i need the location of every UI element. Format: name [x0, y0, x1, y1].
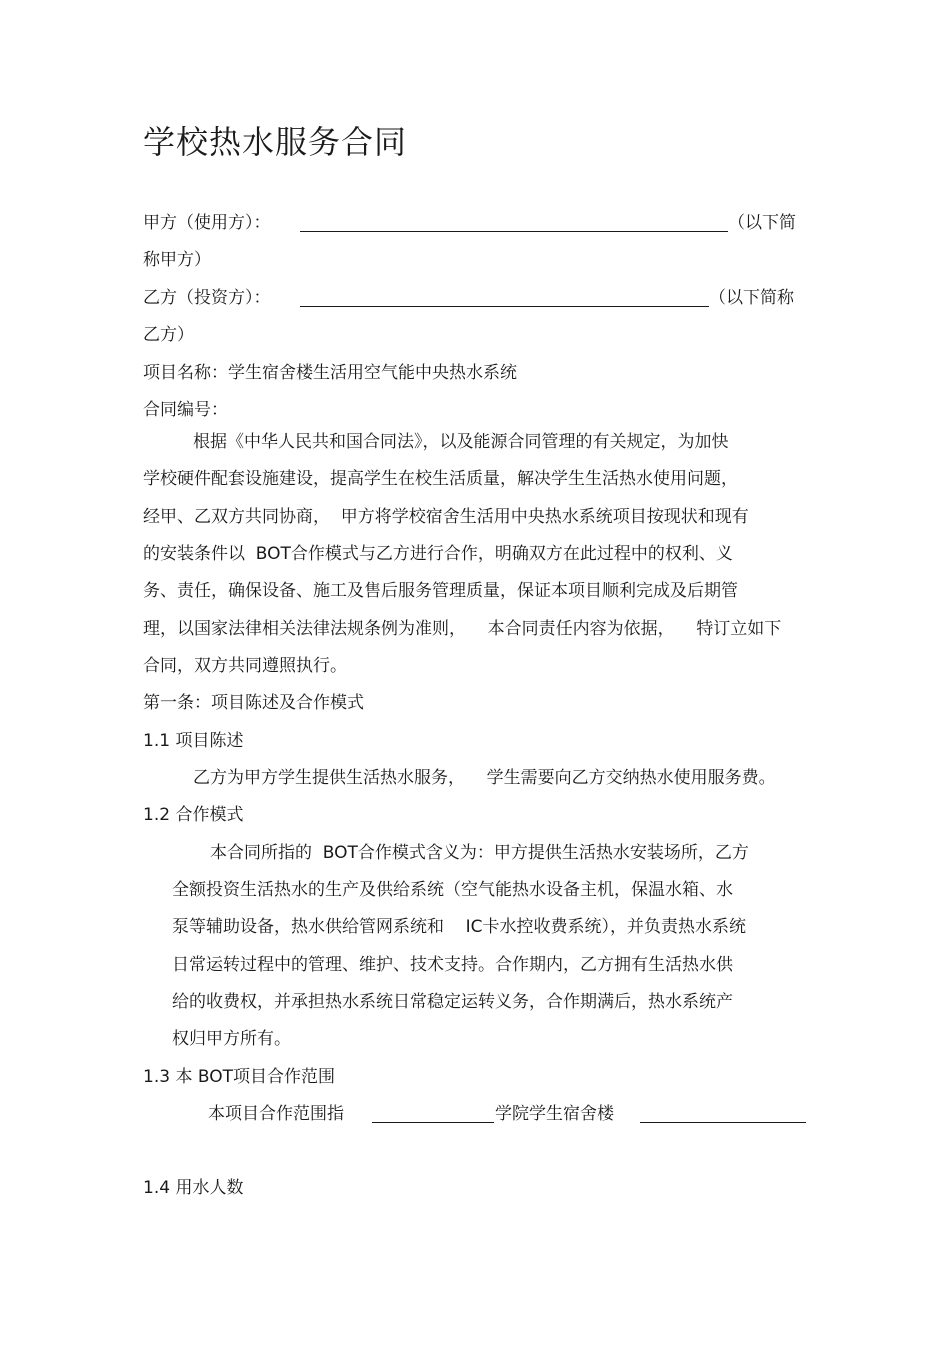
party-b-suffix: （以下简称 [709, 288, 794, 308]
scope-school-blank [372, 1122, 494, 1123]
section-1-2-line: 全额投资生活热水的生产及供给系统（空气能热水设备主机，保温水箱、水 [172, 880, 733, 900]
intro-line: 学校硬件配套设施建设，提高学生在校生活质量，解决学生生活热水使用问题， [143, 469, 738, 489]
scope-building-blank [640, 1122, 806, 1123]
section-1-3-text: 本项目合作范围指 [208, 1104, 344, 1124]
intro-line: 的安装条件以 BOT合作模式与乙方进行合作，明确双方在此过程中的权利、义 [143, 544, 733, 564]
party-b-label: 乙方（投资方）： [143, 288, 271, 308]
party-a-blank [300, 231, 728, 232]
contract-number: 合同编号： [143, 400, 228, 420]
section-1-2-line: 权归甲方所有。 [172, 1029, 291, 1049]
section-1-1-heading: 1.1 项目陈述 [143, 731, 244, 751]
article-1-heading: 第一条：项目陈述及合作模式 [143, 693, 364, 713]
party-a-suffix-cont: 称甲方） [143, 250, 211, 270]
section-1-2-line: 本合同所指的 BOT合作模式含义为：甲方提供生活热水安装场所，乙方 [210, 843, 749, 863]
intro-line: 理，以国家法律相关法律法规条例为准则， 本合同责任内容为依据， 特订立如下 [143, 619, 782, 639]
party-a-label: 甲方（使用方）： [143, 213, 271, 233]
section-1-4-heading: 1.4 用水人数 [143, 1178, 244, 1198]
party-b-blank [300, 306, 709, 307]
section-1-3-text-middle: 学院学生宿舍楼 [495, 1104, 614, 1124]
page-title: 学校热水服务合同 [143, 123, 408, 161]
intro-line: 根据《中华人民共和国合同法》，以及能源合同管理的有关规定，为加快 [193, 432, 729, 452]
section-1-3-heading: 1.3 本 BOT项目合作范围 [143, 1067, 335, 1087]
party-b-suffix-cont: 乙方） [143, 325, 194, 345]
party-a-suffix: （以下简 [728, 213, 796, 233]
section-1-2-line: 泵等辅助设备，热水供给管网系统和 IC卡水控收费系统），并负责热水系统 [172, 917, 746, 937]
intro-line: 合同，双方共同遵照执行。 [143, 656, 347, 676]
project-name: 项目名称：学生宿舍楼生活用空气能中央热水系统 [143, 363, 517, 383]
section-1-1-text: 乙方为甲方学生提供生活热水服务， 学生需要向乙方交纳热水使用服务费。 [193, 768, 776, 788]
section-1-2-line: 给的收费权，并承担热水系统日常稳定运转义务，合作期满后，热水系统产 [172, 992, 733, 1012]
section-1-2-line: 日常运转过程中的管理、维护、技术支持。合作期内，乙方拥有生活热水供 [172, 955, 733, 975]
intro-line: 经甲、乙双方共同协商， 甲方将学校宿舍生活用中央热水系统项目按现状和现有 [143, 507, 749, 527]
intro-line: 务、责任，确保设备、施工及售后服务管理质量，保证本项目顺利完成及后期管 [143, 581, 738, 601]
section-1-2-heading: 1.2 合作模式 [143, 805, 244, 825]
